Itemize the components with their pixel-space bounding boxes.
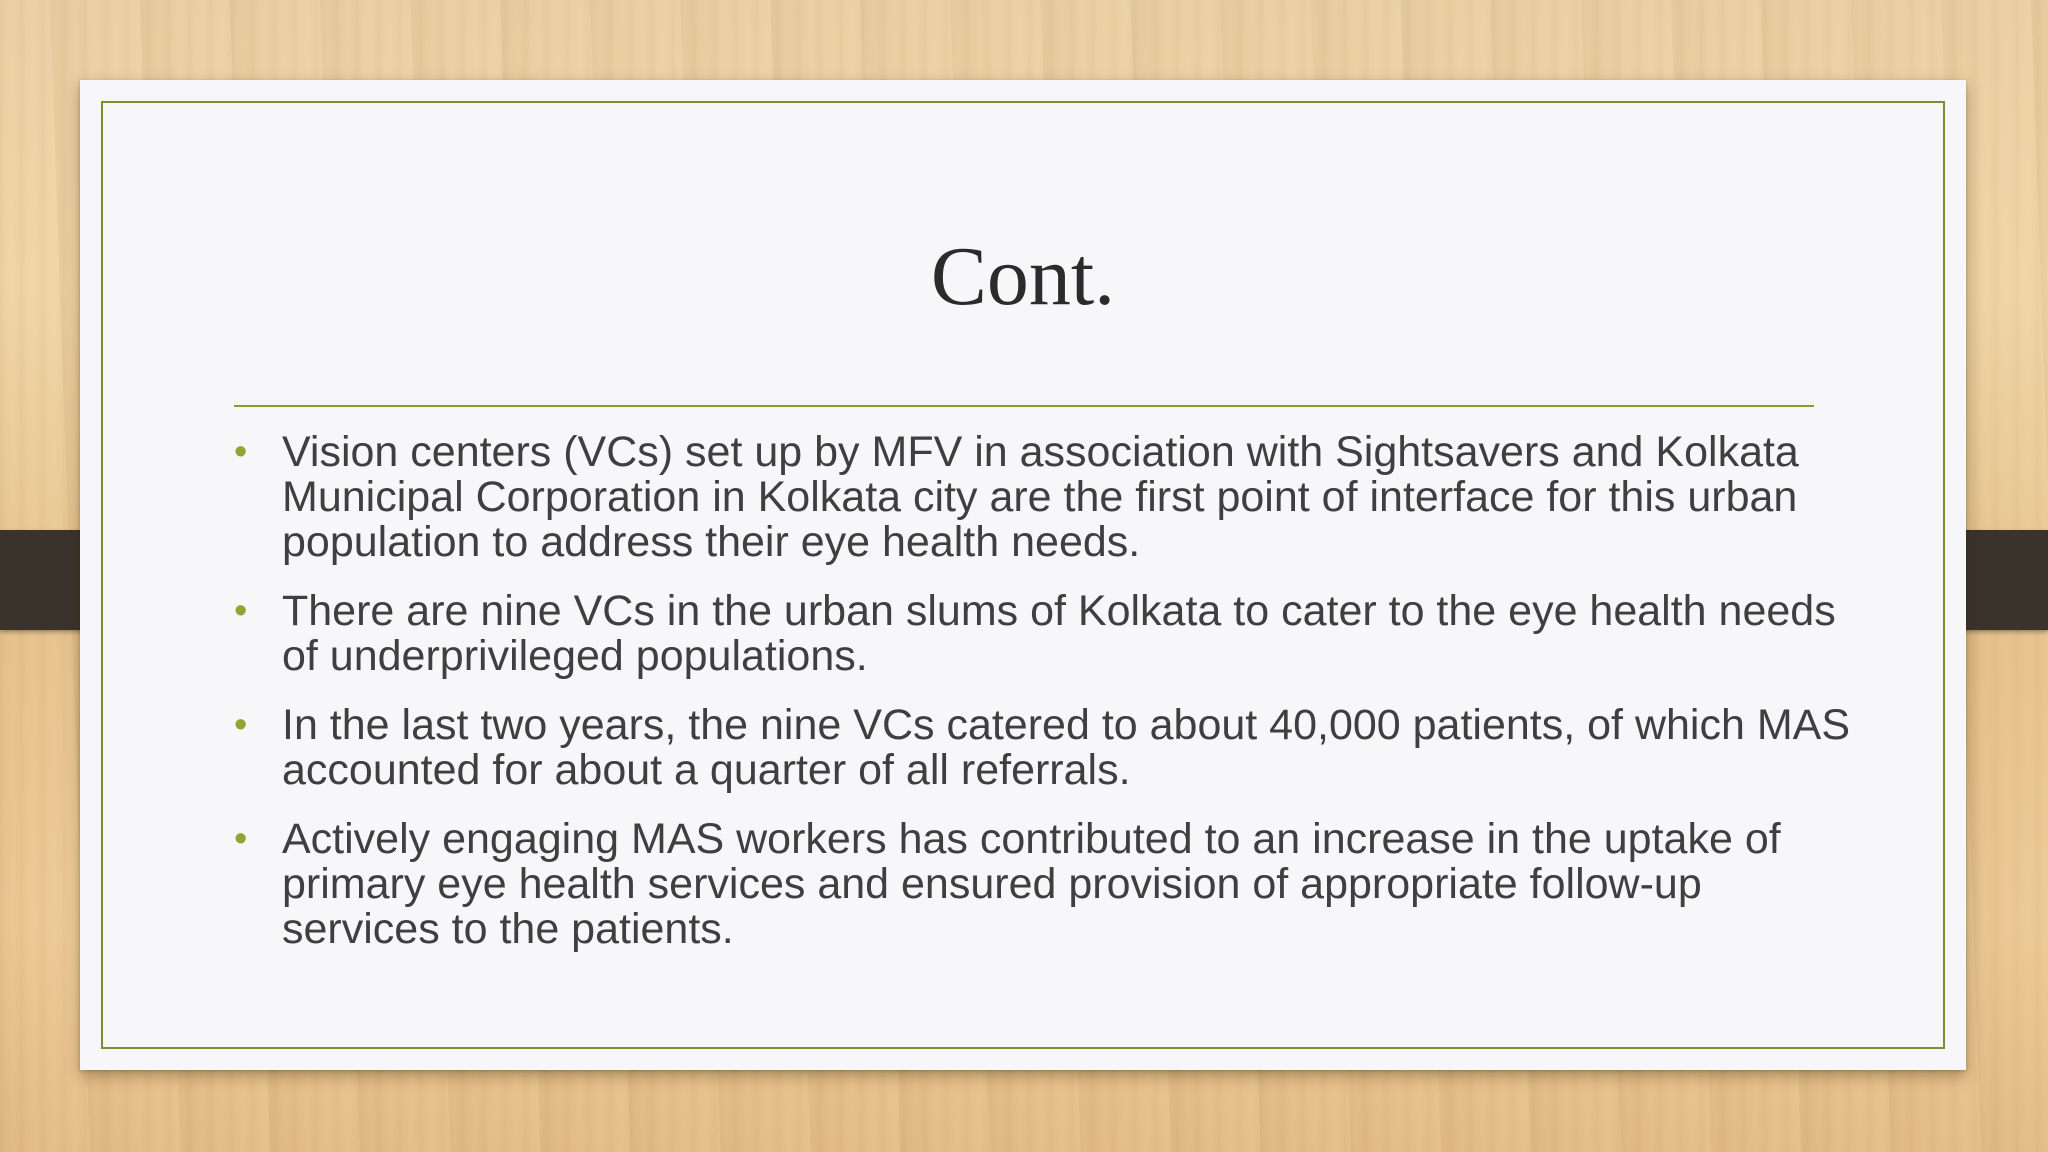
slide-title: Cont. (930, 230, 1116, 323)
bullet-text: In the last two years, the nine VCs catered to about 40,000 patients, of which MAS accounted for about a quarter of all referrals. (282, 701, 1851, 794)
slide-card (80, 80, 1966, 1070)
bullet-dot-icon: • (234, 590, 248, 632)
bullet-item (234, 430, 1854, 565)
bullet-item (234, 703, 1854, 793)
bullet-text: Actively engaging MAS workers has contributed to an increase in the uptake of primary eye health services and ensured provision of appropriate follow-up services to the patients. (282, 815, 1781, 953)
bullet-dot-icon: • (234, 704, 248, 746)
bullet-text: There are nine VCs in the urban slums of Kolkata to cater to the eye health needs of underprivileged populations. (282, 587, 1836, 680)
bullet-list (234, 430, 1854, 976)
bullet-item (234, 817, 1854, 952)
bullet-item (234, 589, 1854, 679)
title-divider (234, 405, 1814, 407)
bullet-text: Vision centers (VCs) set up by MFV in association with Sightsavers and Kolkata Municipal Corporation in Kolkata city are the first point of interface for this urban population to address their eye health needs. (282, 428, 1799, 566)
bullet-dot-icon: • (234, 431, 248, 473)
bullet-dot-icon: • (234, 818, 248, 860)
